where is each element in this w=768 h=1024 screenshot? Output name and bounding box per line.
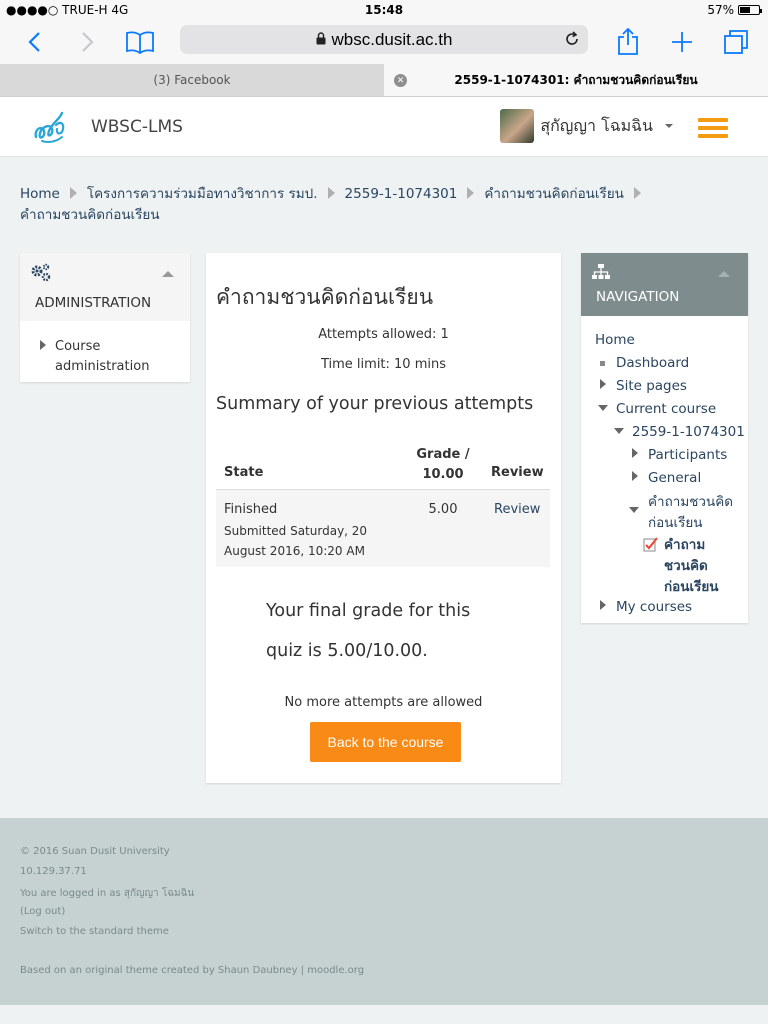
- nav-site-pages[interactable]: Site pages: [616, 378, 687, 394]
- breadcrumb-quiz[interactable]: คำถามชวนคิดก่อนเรียน: [484, 186, 624, 202]
- nav-my-courses[interactable]: My courses: [616, 599, 693, 615]
- breadcrumb: [20, 184, 740, 226]
- chevron-right-icon: [70, 187, 77, 199]
- back-icon[interactable]: [18, 26, 50, 58]
- nav-section-line2: ก่อนเรียน: [648, 515, 703, 531]
- nav-general[interactable]: General: [648, 470, 702, 486]
- hamburger-menu-icon[interactable]: [698, 118, 728, 138]
- site-logo-icon[interactable]: [30, 107, 70, 147]
- footer-logged-in: You are logged in as สุกัญญา โฉมฉิน: [20, 888, 195, 899]
- course-administration-label-1: Course: [55, 339, 101, 354]
- summary-heading: Summary of your previous attempts: [216, 394, 534, 414]
- nav-home[interactable]: Home: [595, 332, 635, 348]
- table-header: [216, 435, 550, 490]
- quiz-summary-panel: [206, 253, 561, 783]
- collapse-icon[interactable]: [718, 271, 730, 277]
- lock-icon: [316, 30, 326, 50]
- nav-activity-line3: ก่อนเรียน: [664, 579, 719, 595]
- breadcrumb-course[interactable]: 2559-1-1074301: [344, 186, 458, 202]
- browser-toolbar: [0, 20, 768, 64]
- col-grade: [406, 445, 480, 485]
- navigation-title: NAVIGATION: [596, 289, 680, 305]
- caret-down-icon: [665, 124, 673, 128]
- address-bar[interactable]: [180, 25, 588, 54]
- footer-copyright: © 2016 Suan Dusit University: [20, 846, 170, 857]
- battery-indicator: [707, 3, 760, 17]
- expand-icon[interactable]: [600, 600, 606, 610]
- expand-icon[interactable]: [600, 379, 606, 389]
- attempt-submitted: [224, 521, 367, 561]
- collapse-icon[interactable]: [162, 271, 174, 277]
- nav-section-line1: คำถามชวนคิด: [648, 494, 734, 510]
- attempt-grade: 5.00: [428, 502, 458, 517]
- footer-credits: Based on an original theme created by Shaun Daubney | moodle.org: [20, 965, 365, 976]
- col-review: Review: [491, 465, 544, 480]
- forward-icon[interactable]: [72, 26, 104, 58]
- nav-current-course[interactable]: Current course: [616, 401, 717, 417]
- nav-activity-line2: ชวนคิด: [664, 558, 708, 574]
- page-footer: [0, 818, 768, 1005]
- gears-icon: [30, 263, 52, 287]
- tabs-icon[interactable]: [720, 26, 752, 58]
- user-name: สุกัญญา โฉมฉิน: [540, 115, 653, 135]
- review-link[interactable]: Review: [494, 502, 541, 517]
- sitemap-icon: [592, 264, 610, 284]
- breadcrumb-project[interactable]: โครงการความร่วมมือทางวิชาการ รมป.: [86, 186, 318, 202]
- footer-ip: 10.129.37.71: [20, 866, 87, 877]
- submitted-line2: August 2016, 10:20 AM: [224, 544, 365, 558]
- quiz-icon: [643, 537, 658, 556]
- reload-icon[interactable]: [564, 31, 580, 52]
- expand-icon[interactable]: [632, 448, 638, 458]
- tab-current[interactable]: [384, 64, 768, 96]
- nav-section[interactable]: [648, 492, 733, 534]
- col-grade-line1: Grade /: [416, 447, 470, 462]
- navigation-header: [581, 253, 748, 316]
- tab-facebook[interactable]: [0, 64, 384, 96]
- submitted-line1: Submitted Saturday, 20: [224, 524, 368, 538]
- url-text: wbsc.dusit.ac.th: [331, 29, 453, 49]
- nav-activity[interactable]: [664, 535, 719, 598]
- attempt-state: Finished: [224, 502, 278, 517]
- bullet-icon: [600, 361, 605, 366]
- administration-block: [20, 253, 190, 382]
- tab-label: 2559-1-1074301: คำถามชวนคิดก่อนเรียน: [454, 72, 698, 87]
- chevron-right-icon: [328, 187, 335, 199]
- chevron-right-icon: [634, 187, 641, 199]
- collapse-down-icon[interactable]: [598, 405, 608, 411]
- administration-header: [20, 253, 190, 321]
- expand-icon: [40, 340, 46, 350]
- footer-switch-theme-link[interactable]: Switch to the standard theme: [20, 926, 169, 937]
- collapse-down-icon[interactable]: [614, 428, 624, 434]
- page-title: คำถามชวนคิดก่อนเรียน: [216, 285, 434, 309]
- carrier-label: ●●●●○ TRUE-H 4G: [6, 3, 129, 17]
- attempts-allowed: Attempts allowed: 1: [318, 327, 449, 342]
- nav-participants[interactable]: Participants: [648, 447, 728, 463]
- status-bar: [0, 0, 768, 20]
- course-administration-item[interactable]: [20, 321, 190, 377]
- time-limit: Time limit: 10 mins: [320, 357, 447, 372]
- footer-logout-link[interactable]: (Log out): [20, 906, 66, 917]
- bookmarks-icon[interactable]: [124, 26, 156, 58]
- chevron-right-icon: [467, 187, 474, 199]
- col-state: State: [224, 465, 264, 480]
- expand-icon[interactable]: [632, 471, 638, 481]
- navigation-block: [581, 253, 748, 623]
- site-header: [0, 97, 768, 157]
- new-tab-icon[interactable]: [666, 26, 698, 58]
- nav-dashboard[interactable]: Dashboard: [616, 355, 690, 371]
- close-icon[interactable]: ✕: [394, 74, 407, 87]
- table-row: [216, 490, 550, 567]
- battery-icon: [738, 5, 760, 15]
- breadcrumb-current: คำถามชวนคิดก่อนเรียน: [20, 207, 160, 223]
- nav-course-code[interactable]: 2559-1-1074301: [632, 424, 745, 440]
- final-grade-line2: quiz is 5.00/10.00.: [266, 641, 428, 661]
- no-more-attempts: No more attempts are allowed: [284, 695, 483, 710]
- final-grade-line1: Your final grade for this: [266, 601, 471, 621]
- administration-title: ADMINISTRATION: [35, 295, 152, 311]
- user-menu[interactable]: [500, 109, 673, 143]
- clock: 15:48: [364, 3, 404, 17]
- attempts-table: [216, 435, 550, 567]
- final-grade: [266, 591, 506, 671]
- nav-activity-line1: คำถาม: [664, 537, 706, 553]
- battery-percent: 57%: [707, 3, 734, 17]
- site-name[interactable]: WBSC-LMS: [91, 117, 183, 137]
- back-to-course-button[interactable]: Back to the course: [310, 722, 461, 762]
- browser-tabs: [0, 64, 768, 97]
- avatar: [500, 109, 534, 143]
- breadcrumb-home[interactable]: Home: [20, 186, 60, 202]
- share-icon[interactable]: [612, 26, 644, 58]
- col-grade-line2: 10.00: [422, 467, 464, 482]
- collapse-down-icon[interactable]: [629, 507, 639, 513]
- course-administration-label-2: administration: [55, 359, 150, 374]
- tab-label: (3) Facebook: [153, 73, 231, 87]
